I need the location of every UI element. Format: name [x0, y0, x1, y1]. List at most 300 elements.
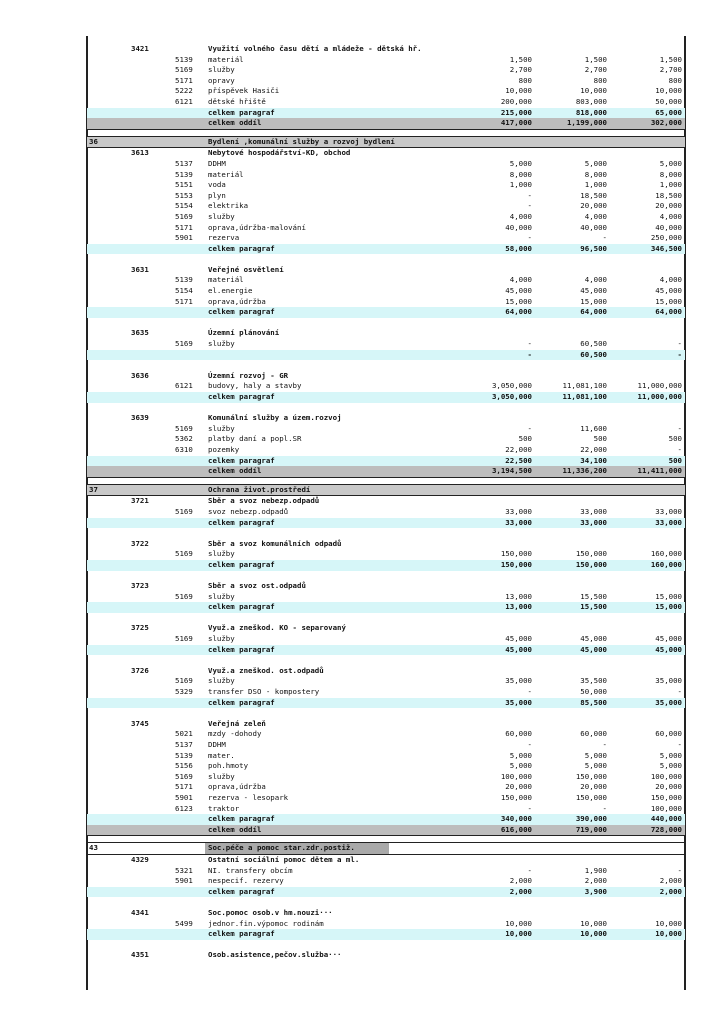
- row-label: Využ.a zneškod. ost.odpadů: [208, 665, 324, 675]
- value-column-3: 33,000: [655, 506, 682, 516]
- item-code: 5171: [175, 782, 193, 792]
- paragraph-code: 3745: [131, 718, 149, 728]
- value-column-3: 800: [668, 75, 682, 85]
- row-label: celkem paragraf: [208, 243, 275, 253]
- value-column-1: -: [527, 349, 532, 359]
- value-column-1: 3,050,000: [491, 381, 532, 391]
- item-code: 5222: [175, 86, 193, 96]
- row-label: nespecif. rezervy: [208, 876, 284, 886]
- item-code: 5362: [175, 434, 193, 444]
- section-code: 37: [89, 484, 98, 494]
- row-label: budovy, haly a stavby: [208, 381, 302, 391]
- value-column-2: 33,000: [580, 506, 607, 516]
- section-header-row: [87, 842, 685, 855]
- value-column-2: 15,000: [580, 296, 607, 306]
- value-column-1: 417,000: [500, 118, 532, 128]
- item-code: 6121: [175, 381, 193, 391]
- value-column-3: 2,700: [659, 65, 682, 75]
- item-code: 5154: [175, 286, 193, 296]
- value-column-1: 150,000: [500, 559, 532, 569]
- row-label: transfer DSO - kompostery: [208, 687, 320, 697]
- item-code: 5169: [175, 634, 193, 644]
- value-column-3: 15,000: [655, 591, 682, 601]
- value-column-1: 45,000: [505, 634, 532, 644]
- value-column-1: -: [527, 190, 532, 200]
- value-column-1: 3,194,500: [491, 466, 532, 476]
- row-label: celkem paragraf: [208, 929, 275, 939]
- value-column-2: -: [602, 740, 607, 749]
- section-header-row: [87, 484, 685, 497]
- section-total-row: [87, 825, 685, 837]
- paragraph-total-row: [87, 602, 685, 613]
- item-code: 5139: [175, 169, 193, 179]
- item-code: 5156: [175, 761, 193, 771]
- value-column-2: 60,500: [580, 339, 607, 349]
- paragraph-header-row: [87, 44, 685, 55]
- budget-item-row: [87, 381, 685, 392]
- value-column-3: 150,000: [650, 792, 682, 802]
- value-column-2: 45,000: [580, 634, 607, 644]
- section-code: 43: [89, 843, 98, 853]
- value-column-1: 22,500: [505, 455, 532, 465]
- paragraph-total-row: [87, 456, 685, 467]
- paragraph-code: 3635: [131, 328, 149, 338]
- value-column-2: 60,500: [580, 349, 607, 359]
- value-column-3: 4,000: [659, 275, 682, 285]
- budget-item-row: [87, 761, 685, 772]
- value-column-3: 4,000: [659, 211, 682, 221]
- row-label: Územní plánování: [208, 328, 280, 338]
- value-column-1: 45,000: [505, 286, 532, 296]
- paragraph-header-row: [87, 855, 685, 866]
- row-label: celkem paragraf: [208, 307, 275, 317]
- value-column-3: 45,000: [655, 644, 682, 654]
- budget-item-row: [87, 751, 685, 762]
- budget-item-row: [87, 676, 685, 687]
- value-column-1: 20,000: [505, 782, 532, 792]
- value-column-3: -: [677, 444, 682, 454]
- item-code: 5499: [175, 918, 193, 928]
- value-column-1: 150,000: [500, 792, 532, 802]
- value-column-1: 45,000: [505, 644, 532, 654]
- row-label: celkem paragraf: [208, 602, 275, 612]
- row-label: poh.hmoty: [208, 761, 249, 771]
- row-label: celkem oddíl: [208, 118, 262, 128]
- value-column-3: 35,000: [655, 697, 682, 707]
- value-column-1: 5,000: [509, 761, 532, 771]
- value-column-3: 2,000: [659, 886, 682, 896]
- item-code: 5169: [175, 591, 193, 601]
- value-column-3: 11,411,000: [637, 466, 682, 476]
- value-column-3: 10,000: [655, 86, 682, 96]
- value-column-3: 5,000: [659, 750, 682, 760]
- paragraph-header-row: [87, 581, 685, 592]
- item-code: 5169: [175, 339, 193, 349]
- value-column-2: 1,500: [584, 54, 607, 64]
- paragraph-total-row: [87, 244, 685, 255]
- row-gap: [87, 571, 685, 582]
- value-column-1: 13,000: [505, 602, 532, 612]
- budget-item-row: [87, 782, 685, 793]
- section-total-row: [87, 118, 685, 130]
- row-label: celkem paragraf: [208, 697, 275, 707]
- value-column-1: 215,000: [500, 107, 532, 117]
- value-column-2: 10,000: [580, 929, 607, 939]
- row-label: jednor.fin.výpomoc rodinám: [208, 918, 324, 928]
- value-column-2: 5,000: [584, 761, 607, 771]
- value-column-2: 20,000: [580, 782, 607, 792]
- row-label: platby daní a popl.SR: [208, 434, 302, 444]
- value-column-2: 500: [593, 434, 607, 444]
- item-code: 5137: [175, 158, 193, 168]
- value-column-2: 15,500: [580, 591, 607, 601]
- row-label: mater.: [208, 750, 235, 760]
- row-gap: [87, 897, 685, 908]
- budget-item-row: [87, 201, 685, 212]
- row-label: služby: [208, 676, 235, 686]
- value-column-2: 11,081,100: [562, 392, 607, 401]
- value-column-2: 10,000: [580, 86, 607, 96]
- item-code: 5901: [175, 792, 193, 802]
- budget-item-row: [87, 507, 685, 518]
- row-label: materiál: [208, 169, 244, 179]
- item-code: 5169: [175, 771, 193, 781]
- value-column-1: -: [527, 865, 532, 875]
- row-label: traktor: [208, 803, 240, 813]
- paragraph-total-row: [87, 645, 685, 656]
- row-label: Územní rozvoj - GR: [208, 370, 289, 380]
- paragraph-header-row: [87, 328, 685, 339]
- paragraph-total-row: [87, 814, 685, 825]
- paragraph-code: 3631: [131, 264, 149, 274]
- value-column-3: 50,000: [655, 96, 682, 106]
- budget-item-row: [87, 740, 685, 751]
- row-label: Soc.pomoc osob.v hm.nouzi···: [208, 907, 333, 917]
- paragraph-header-row: [87, 148, 685, 159]
- value-column-2: 45,000: [580, 286, 607, 296]
- row-label: oprava,údržba: [208, 296, 266, 306]
- value-column-2: 390,000: [575, 814, 607, 824]
- value-column-3: 35,000: [655, 676, 682, 686]
- row-gap: [87, 360, 685, 371]
- value-column-1: 150,000: [500, 549, 532, 559]
- paragraph-code: 3726: [131, 665, 149, 675]
- row-label: celkem paragraf: [208, 107, 275, 117]
- value-column-2: 150,000: [575, 792, 607, 802]
- row-label: voda: [208, 180, 226, 190]
- row-label: celkem paragraf: [208, 392, 275, 401]
- value-column-2: -: [602, 803, 607, 813]
- paragraph-code: 3613: [131, 148, 149, 158]
- value-column-3: 10,000: [655, 918, 682, 928]
- value-column-2: 35,500: [580, 676, 607, 686]
- value-column-2: 40,000: [580, 222, 607, 232]
- paragraph-code: 3723: [131, 581, 149, 591]
- value-column-2: 34,100: [580, 455, 607, 465]
- value-column-2: 11,600: [580, 423, 607, 433]
- paragraph-total-row: [87, 392, 685, 403]
- value-column-1: 13,000: [505, 591, 532, 601]
- row-label: celkem paragraf: [208, 644, 275, 654]
- value-column-3: 160,000: [650, 559, 682, 569]
- value-column-3: 100,000: [650, 803, 682, 813]
- row-label: Sběr a svoz komunálních odpadů: [208, 538, 342, 548]
- row-label: služby: [208, 634, 235, 644]
- value-column-3: 302,000: [650, 118, 682, 128]
- row-label: dětské hřiště: [208, 96, 266, 106]
- budget-item-row: [87, 549, 685, 560]
- budget-item-row: [87, 804, 685, 815]
- value-column-1: 33,000: [505, 517, 532, 527]
- row-label: oprava,údržba: [208, 782, 266, 792]
- paragraph-header-row: [87, 496, 685, 507]
- value-column-3: 2,000: [659, 876, 682, 886]
- row-label: příspěvek Hasiči: [208, 86, 280, 96]
- value-column-1: 40,000: [505, 222, 532, 232]
- value-column-1: 616,000: [500, 824, 532, 834]
- value-column-1: 10,000: [505, 929, 532, 939]
- value-column-2: 2,700: [584, 65, 607, 75]
- value-column-1: 2,000: [509, 886, 532, 896]
- value-column-1: 1,000: [509, 180, 532, 190]
- value-column-3: -: [677, 423, 682, 433]
- item-code: 5021: [175, 729, 193, 739]
- value-column-1: -: [527, 803, 532, 813]
- budget-item-row: [87, 729, 685, 740]
- row-label: rezerva: [208, 233, 240, 243]
- value-column-1: 2,000: [509, 876, 532, 886]
- budget-item-row: [87, 233, 685, 244]
- value-column-2: 96,500: [580, 243, 607, 253]
- paragraph-code: 3722: [131, 538, 149, 548]
- value-column-1: -: [527, 233, 532, 243]
- value-column-1: -: [527, 423, 532, 433]
- value-column-1: 15,000: [505, 296, 532, 306]
- paragraph-total-row: [87, 350, 685, 361]
- item-code: 5169: [175, 676, 193, 686]
- value-column-3: 33,000: [655, 517, 682, 527]
- value-column-1: 3,050,000: [491, 392, 532, 401]
- row-label: služby: [208, 591, 235, 601]
- value-column-3: 1,500: [659, 54, 682, 64]
- value-column-1: 5,000: [509, 750, 532, 760]
- paragraph-header-row: [87, 265, 685, 276]
- item-code: 5171: [175, 222, 193, 232]
- value-column-2: 10,000: [580, 918, 607, 928]
- value-column-3: 45,000: [655, 286, 682, 296]
- paragraph-code: 3725: [131, 623, 149, 633]
- value-column-2: 2,000: [584, 876, 607, 886]
- value-column-3: 65,000: [655, 107, 682, 117]
- budget-item-row: [87, 339, 685, 350]
- row-label: Bydlení ,komunální služby a rozvoj bydlení: [208, 136, 395, 146]
- value-column-3: 11,000,000: [637, 392, 682, 401]
- paragraph-total-row: [87, 887, 685, 898]
- value-column-3: -: [677, 339, 682, 349]
- budget-item-row: [87, 919, 685, 930]
- value-column-3: 250,000: [650, 233, 682, 243]
- value-column-1: 33,000: [505, 506, 532, 516]
- paragraph-total-row: [87, 929, 685, 940]
- row-label: celkem paragraf: [208, 517, 275, 527]
- paragraph-code: 3721: [131, 496, 149, 506]
- budget-item-row: [87, 772, 685, 783]
- value-column-2: 22,000: [580, 444, 607, 454]
- section-header-row: [87, 136, 685, 149]
- row-gap: [87, 403, 685, 414]
- value-column-1: -: [527, 339, 532, 349]
- value-column-2: 11,336,200: [562, 466, 607, 476]
- paragraph-header-row: [87, 719, 685, 730]
- row-label: DDHM: [208, 158, 226, 168]
- row-label: Veřejné osvětlení: [208, 264, 284, 274]
- paragraph-header-row: [87, 623, 685, 634]
- paragraph-code: 3421: [131, 44, 149, 53]
- row-label: Sběr a svoz nebezp.odpadů: [208, 496, 320, 506]
- budget-item-row: [87, 634, 685, 645]
- item-code: 6121: [175, 96, 193, 106]
- item-code: 5169: [175, 211, 193, 221]
- value-column-1: 5,000: [509, 158, 532, 168]
- value-column-1: 64,000: [505, 307, 532, 317]
- value-column-2: 15,500: [580, 602, 607, 612]
- value-column-2: 4,000: [584, 275, 607, 285]
- value-column-3: -: [677, 349, 682, 359]
- row-label: služby: [208, 211, 235, 221]
- value-column-2: 818,000: [575, 107, 607, 117]
- row-label: celkem paragraf: [208, 886, 275, 896]
- value-column-1: 500: [518, 434, 532, 444]
- item-code: 5169: [175, 549, 193, 559]
- section-code: 36: [89, 136, 98, 146]
- item-code: 5169: [175, 65, 193, 75]
- budget-item-row: [87, 76, 685, 87]
- value-column-2: 3,900: [584, 886, 607, 896]
- value-column-2: 150,000: [575, 559, 607, 569]
- budget-item-row: [87, 86, 685, 97]
- item-code: 6123: [175, 803, 193, 813]
- item-code: 5139: [175, 54, 193, 64]
- paragraph-code: 4329: [131, 854, 149, 864]
- row-label: služby: [208, 65, 235, 75]
- paragraph-header-row: [87, 539, 685, 550]
- value-column-1: -: [527, 687, 532, 697]
- paragraph-header-row: [87, 950, 685, 961]
- value-column-3: 728,000: [650, 824, 682, 834]
- budget-item-row: [87, 434, 685, 445]
- value-column-1: 35,000: [505, 676, 532, 686]
- value-column-3: 18,500: [655, 190, 682, 200]
- paragraph-total-row: [87, 518, 685, 529]
- value-column-1: 22,000: [505, 444, 532, 454]
- row-label: Nebytové hospodářství-KD, obchod: [208, 148, 351, 158]
- row-label: služby: [208, 771, 235, 781]
- paragraph-header-row: [87, 413, 685, 424]
- row-gap: [87, 528, 685, 539]
- item-code: 5171: [175, 75, 193, 85]
- value-column-2: 719,000: [575, 824, 607, 834]
- budget-item-row: [87, 297, 685, 308]
- value-column-3: 346,500: [650, 243, 682, 253]
- value-column-2: 20,000: [580, 201, 607, 211]
- row-label: plyn: [208, 190, 226, 200]
- value-column-2: 1,000: [584, 180, 607, 190]
- row-label: Ochrana život.prostředí: [208, 484, 311, 494]
- item-code: 5153: [175, 190, 193, 200]
- value-column-3: -: [677, 740, 682, 749]
- budget-item-row: [87, 212, 685, 223]
- paragraph-total-row: [87, 698, 685, 709]
- row-label: Využ.a zneškod. KO - separovaný: [208, 623, 346, 633]
- value-column-3: 500: [668, 434, 682, 444]
- value-column-3: 64,000: [655, 307, 682, 317]
- value-column-3: 11,000,000: [637, 381, 682, 391]
- value-column-3: 45,000: [655, 634, 682, 644]
- budget-item-row: [87, 191, 685, 202]
- value-column-1: 35,000: [505, 697, 532, 707]
- budget-item-row: [87, 876, 685, 887]
- row-label: materiál: [208, 275, 244, 285]
- budget-table: [87, 44, 685, 961]
- value-column-3: 5,000: [659, 761, 682, 771]
- row-label: elektrika: [208, 201, 249, 211]
- item-code: 5171: [175, 296, 193, 306]
- paragraph-code: 3636: [131, 370, 149, 380]
- budget-item-row: [87, 180, 685, 191]
- row-label: DDHM: [208, 740, 226, 749]
- value-column-3: 40,000: [655, 222, 682, 232]
- value-column-3: 15,000: [655, 602, 682, 612]
- value-column-3: 1,000: [659, 180, 682, 190]
- row-label: Sběr a svoz ost.odpadů: [208, 581, 306, 591]
- section-total-row: [87, 466, 685, 478]
- value-column-1: 4,000: [509, 275, 532, 285]
- row-gap: [87, 254, 685, 265]
- row-label: celkem paragraf: [208, 455, 275, 465]
- value-column-2: 803,000: [575, 96, 607, 106]
- value-column-1: 8,000: [509, 169, 532, 179]
- row-label: celkem paragraf: [208, 814, 275, 824]
- value-column-1: -: [527, 201, 532, 211]
- item-code: 5137: [175, 740, 193, 749]
- value-column-2: 1,199,000: [566, 118, 607, 128]
- value-column-2: 85,500: [580, 697, 607, 707]
- row-label: celkem oddíl: [208, 824, 262, 834]
- value-column-2: 60,000: [580, 729, 607, 739]
- budget-item-row: [87, 866, 685, 877]
- row-label: Komunální služby a územ.rozvoj: [208, 413, 342, 423]
- value-column-3: 20,000: [655, 201, 682, 211]
- row-label: NI. transfery obcím: [208, 865, 293, 875]
- value-column-3: 500: [668, 455, 682, 465]
- row-label: služby: [208, 423, 235, 433]
- value-column-2: 800: [593, 75, 607, 85]
- value-column-2: 5,000: [584, 750, 607, 760]
- value-column-3: 60,000: [655, 729, 682, 739]
- value-column-2: 45,000: [580, 644, 607, 654]
- row-gap: [87, 613, 685, 624]
- paragraph-header-row: [87, 908, 685, 919]
- row-label: mzdy -dohody: [208, 729, 262, 739]
- paragraph-total-row: [87, 560, 685, 571]
- row-label: služby: [208, 549, 235, 559]
- paragraph-code: 3639: [131, 413, 149, 423]
- row-label: celkem oddíl: [208, 466, 262, 476]
- value-column-1: 340,000: [500, 814, 532, 824]
- row-label: Osob.asistence,pečov.služba···: [208, 950, 342, 960]
- paragraph-code: 4341: [131, 907, 149, 917]
- budget-item-row: [87, 65, 685, 76]
